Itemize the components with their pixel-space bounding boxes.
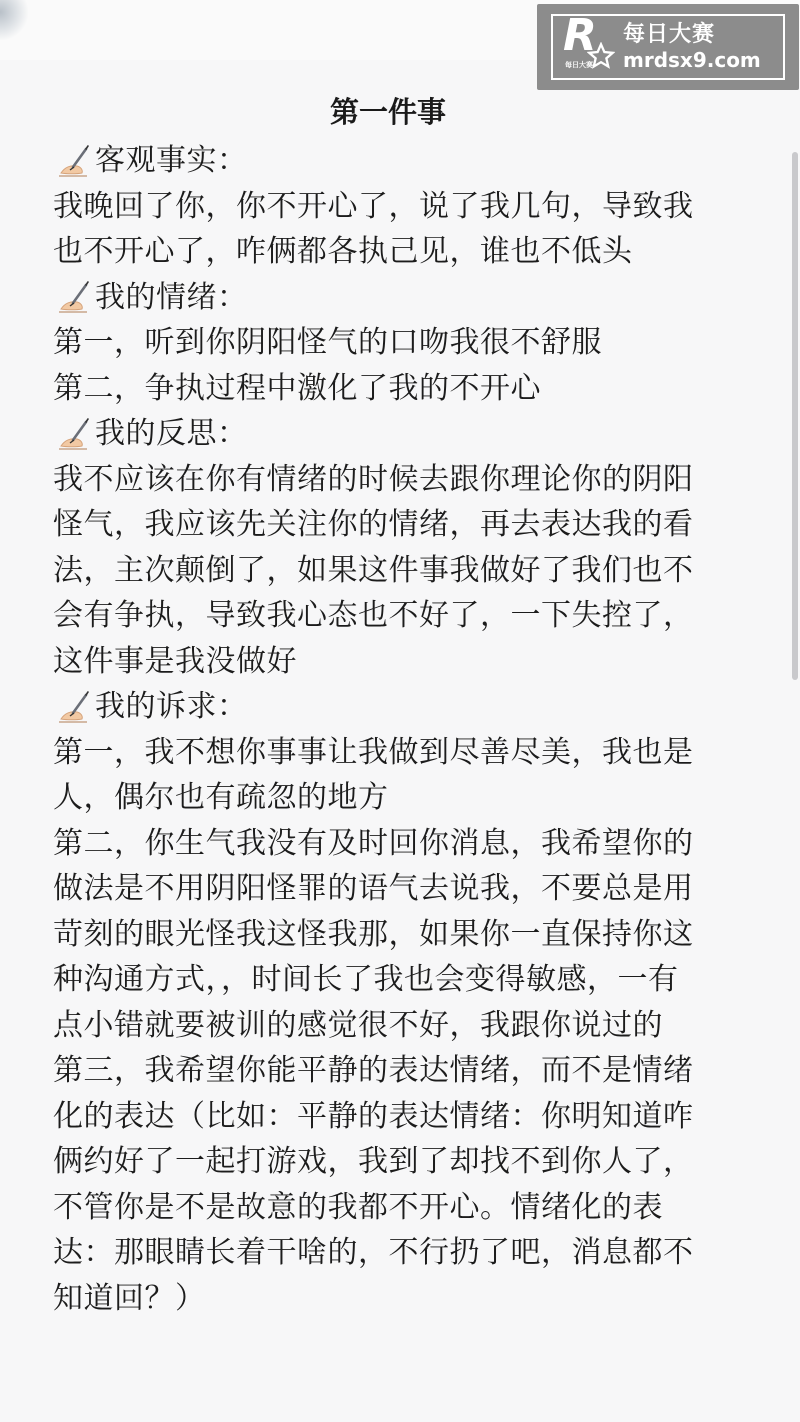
writing-hand-icon <box>53 689 93 725</box>
text-line: 会有争执，导致我心态也不好了，一下失控了， <box>53 598 694 633</box>
text-line: 化的表达（比如：平静的表达情绪：你明知道咋 <box>53 1098 694 1134</box>
section-heading <box>53 411 743 457</box>
section-heading <box>53 138 743 184</box>
text-line: 我晚回了你，你不开心了，说了我几句，导致我 <box>53 188 694 224</box>
section-heading-label: 我的反思： <box>95 416 248 451</box>
text-line: 法，主次颠倒了，如果这件事我做好了我们也不 <box>53 552 694 588</box>
text-line: 也不开心了，咋俩都各执己见，谁也不低头 <box>53 234 633 269</box>
section-heading <box>53 275 743 321</box>
text-line: 第二，你生气我没有及时回你消息，我希望你的 <box>53 825 694 861</box>
text-line: 怪气，我应该先关注你的情绪，再去表达我的看 <box>53 507 694 542</box>
text-line: 第三，我希望你能平静的表达情绪，而不是情绪 <box>53 1053 694 1088</box>
watermark-title: 每日大赛 <box>623 22 716 47</box>
watermark-frame <box>551 10 785 80</box>
text-line: 知道回？） <box>53 1280 206 1316</box>
section-heading-label: 我的情绪： <box>95 279 248 315</box>
watermark-text <box>623 22 761 72</box>
watermark-logo-small-text: 每日大赛 <box>565 61 593 69</box>
writing-hand-icon <box>53 279 93 315</box>
writing-hand-icon <box>53 416 93 452</box>
text-line: 点小错就要被训的感觉很不好，我跟你说过的 <box>53 1007 663 1043</box>
watermark-badge <box>537 4 799 90</box>
corner-decoration <box>0 0 30 40</box>
text-line: 苛刻的眼光怪我这怪我那，如果你一直保持你这 <box>53 916 694 952</box>
text-line: 俩约好了一起打游戏，我到了却找不到你人了， <box>53 1144 694 1179</box>
text-line: 这件事是我没做好 <box>53 643 297 679</box>
watermark-logo-letter: R <box>563 10 597 61</box>
writing-hand-icon <box>53 143 93 179</box>
text-line: 第一，听到你阴阳怪气的口吻我很不舒服 <box>53 325 602 360</box>
text-line: 做法是不用阴阳怪罪的语气去说我，不要总是用 <box>53 871 694 906</box>
text-line: 种沟通方式，，时间长了我也会变得敏感，一有 <box>53 962 679 997</box>
section-heading <box>53 684 743 730</box>
text-line: 人，偶尔也有疏忽的地方 <box>53 780 389 815</box>
watermark-logo-icon <box>561 10 617 74</box>
text-line: 第二，争执过程中激化了我的不开心 <box>53 370 541 406</box>
text-line: 不管你是不是故意的我都不开心。情绪化的表 <box>53 1189 663 1225</box>
document-body <box>53 138 743 1321</box>
scrollbar[interactable] <box>792 152 798 680</box>
watermark-url: mrdsx9.com <box>623 48 761 72</box>
text-line: 我不应该在你有情绪的时候去跟你理论你的阴阳 <box>53 461 694 497</box>
section-heading-label: 客观事实： <box>95 143 248 178</box>
text-line: 达：那眼睛长着干啥的，不行扔了吧，消息都不 <box>53 1235 694 1270</box>
text-line: 第一，我不想你事事让我做到尽善尽美，我也是 <box>53 734 694 770</box>
section-heading-label: 我的诉求： <box>95 689 248 724</box>
document-title: 第一件事 <box>329 95 446 129</box>
